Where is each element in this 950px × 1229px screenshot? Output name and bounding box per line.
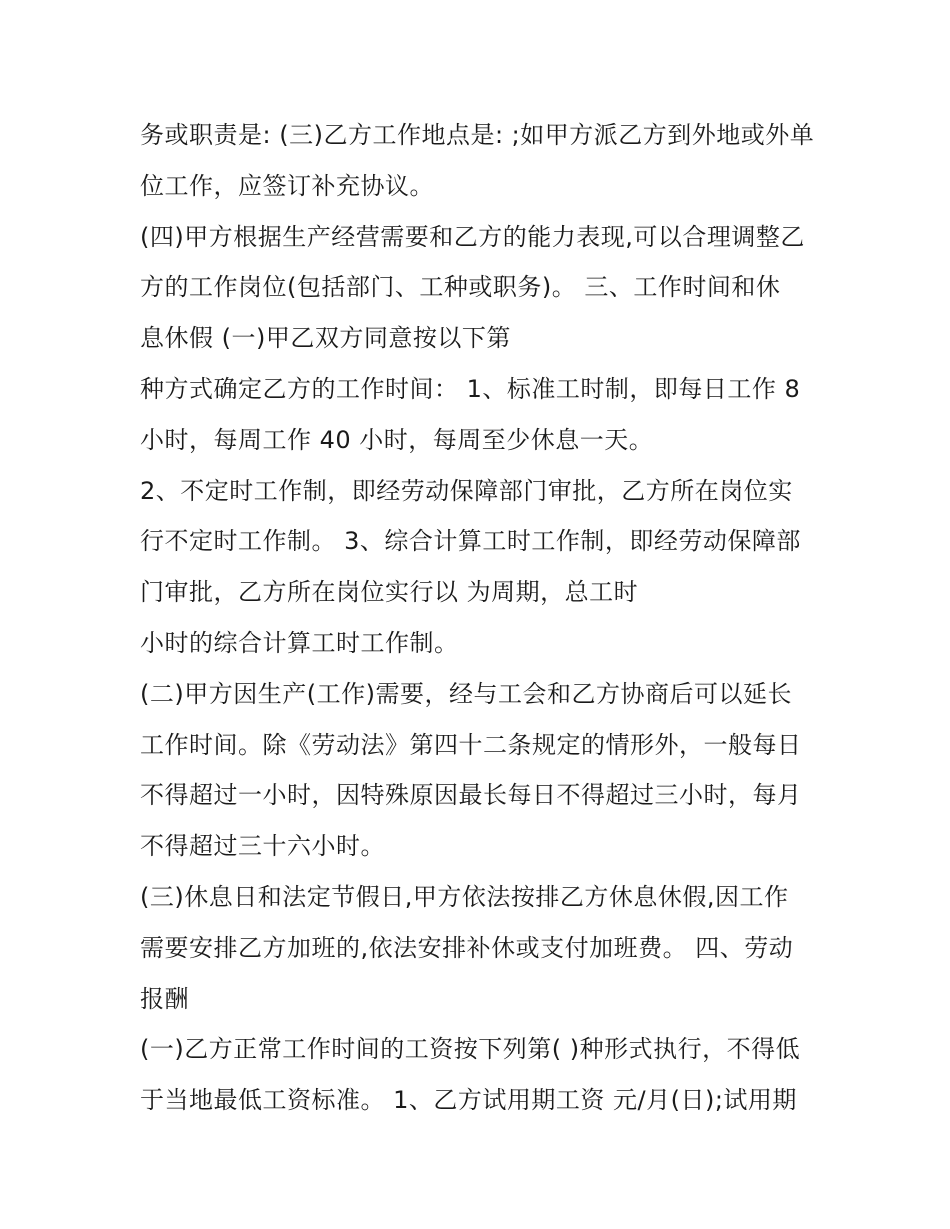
text-line: 门审批，乙方所在岗位实行以 为周期，总工时 bbox=[140, 578, 639, 607]
text-line: 2、不定时工作制，即经劳动保障部门审批，乙方所在岗位实 bbox=[140, 476, 793, 505]
text-line: (二)甲方因生产(工作)需要，经与工会和乙方协商后可以延长 bbox=[140, 679, 792, 708]
text-line: 需要安排乙方加班的,依法安排补休或支付加班费。 四、劳动 bbox=[140, 933, 794, 962]
text-line: 位工作，应签订补充协议。 bbox=[140, 171, 434, 200]
text-line: (一)乙方正常工作时间的工资按下列第( )种形式执行，不得低 bbox=[140, 1035, 801, 1064]
text-line: 于当地最低工资标准。 1、乙方试用期工资 元/月(日);试用期 bbox=[140, 1086, 797, 1115]
text-line: 息休假 (一)甲乙双方同意按以下第 bbox=[140, 324, 511, 353]
text-line: 报酬 bbox=[140, 984, 189, 1013]
document-body bbox=[140, 110, 820, 1126]
text-line: 行不定时工作制。 3、综合计算工时工作制，即经劳动保障部 bbox=[140, 527, 801, 556]
text-line: 不得超过一小时，因特殊原因最长每日不得超过三小时，每月 bbox=[140, 781, 802, 810]
text-line: 小时的综合计算工时工作制。 bbox=[140, 628, 459, 657]
text-line: 小时，每周工作 40 小时，每周至少休息一天。 bbox=[140, 425, 654, 454]
text-line: 务或职责是: (三)乙方工作地点是: ;如甲方派乙方到外地或外单 bbox=[140, 121, 815, 149]
text-line: 不得超过三十六小时。 bbox=[140, 832, 385, 861]
text-line: 种方式确定乙方的工作时间： 1、标准工时制，即每日工作 8 bbox=[140, 374, 801, 403]
text-line: 工作时间。除《劳动法》第四十二条规定的情形外，一般每日 bbox=[140, 730, 802, 759]
text-line: (四)甲方根据生产经营需要和乙方的能力表现,可以合理调整乙 bbox=[140, 222, 805, 251]
text-line: 方的工作岗位(包括部门、工种或职务)。 三、工作时间和休 bbox=[140, 273, 781, 302]
text-line: (三)休息日和法定节假日,甲方依法按排乙方休息休假,因工作 bbox=[140, 882, 789, 911]
